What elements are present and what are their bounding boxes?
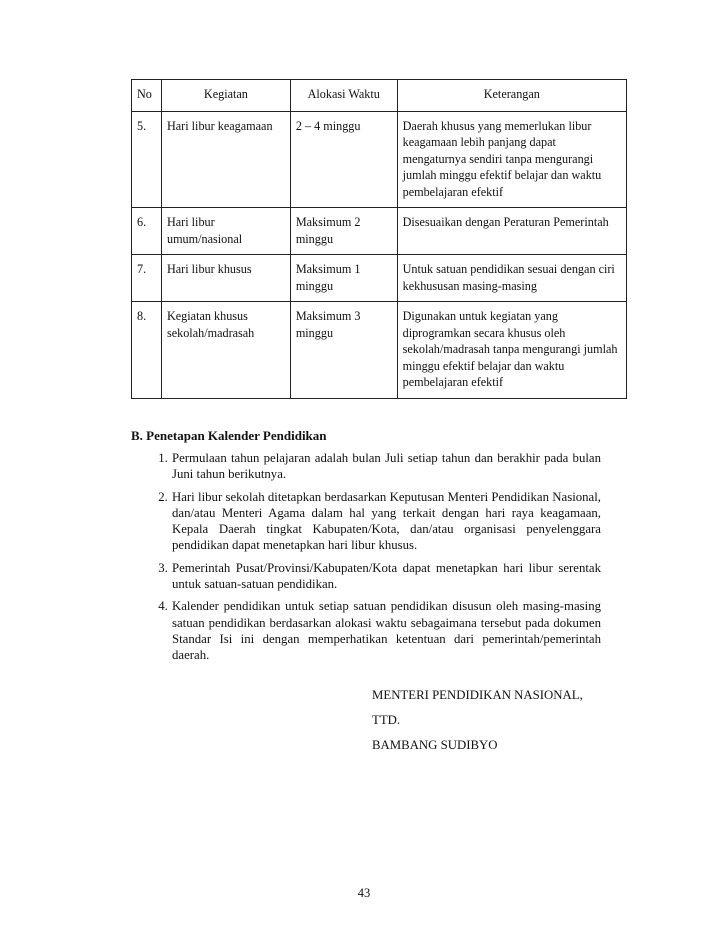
list-item: 1. Permulaan tahun pelajaran adalah bulan Juli setiap tahun dan berakhir pada bulan Juni tahun berikutnya.	[171, 450, 601, 483]
header-kegiatan: Kegiatan	[161, 80, 290, 112]
cell-keterangan: Untuk satuan pendidikan sesuai dengan ciri kekhususan masing-masing	[397, 255, 626, 302]
cell-kegiatan: Hari libur khusus	[161, 255, 290, 302]
holiday-allocation-table	[131, 79, 627, 399]
table-row	[132, 208, 627, 255]
header-alokasi-waktu: Alokasi Waktu	[290, 80, 397, 112]
list-item: 2. Hari libur sekolah ditetapkan berdasarkan Keputusan Menteri Pendidikan Nasional, dan/atau Menteri Agama dalam hal yang terkait dengan hari raya keagamaan, Kepala Daerah tingkat Kabupaten/Kota, dan/atau organisasi penyelenggara pendidikan dapat menetapkan hari libur khusus.	[171, 489, 601, 554]
section-heading: B. Penetapan Kalender Pendidikan	[131, 428, 327, 443]
cell-kegiatan: Kegiatan khusus sekolah/madrasah	[161, 302, 290, 399]
cell-kegiatan: Hari libur umum/nasional	[161, 208, 290, 255]
table-header-row	[132, 80, 627, 112]
cell-keterangan: Disesuaikan dengan Peraturan Pemerintah	[397, 208, 626, 255]
table-row	[132, 111, 627, 208]
header-keterangan: Keterangan	[397, 80, 626, 112]
section-list	[131, 450, 601, 664]
signature-name: BAMBANG SUDIBYO	[372, 738, 498, 752]
cell-no: 8.	[132, 302, 162, 399]
cell-alokasi: 2 – 4 minggu	[290, 111, 397, 208]
cell-no: 7.	[132, 255, 162, 302]
cell-keterangan: Daerah khusus yang memerlukan libur keagamaan lebih panjang dapat mengaturnya sendiri tanpa mengurangi jumlah minggu efektif belajar dan waktu pembelajaran efektif	[397, 111, 626, 208]
cell-alokasi: Maksimum 1 minggu	[290, 255, 397, 302]
cell-no: 5.	[132, 111, 162, 208]
table-row	[132, 255, 627, 302]
calendar-section	[131, 428, 601, 670]
list-item: 3. Pemerintah Pusat/Provinsi/Kabupaten/Kota dapat menetapkan hari libur serentak untuk satuan-satuan pendidikan.	[171, 560, 601, 593]
signature-ttd: TTD.	[372, 713, 401, 727]
header-no: No	[132, 80, 162, 112]
list-item: 4. Kalender pendidikan untuk setiap satuan pendidikan disusun oleh masing-masing satuan pendidikan berdasarkan alokasi waktu sebagaimana tersebut pada dokumen Standar Isi ini dengan memperhatikan ketentuan dari pemerintah/pemerintah daerah.	[171, 598, 601, 663]
cell-alokasi: Maksimum 3 minggu	[290, 302, 397, 399]
cell-keterangan: Digunakan untuk kegiatan yang diprogramkan secara khusus oleh sekolah/madrasah tanpa mengurangi jumlah minggu efektif belajar dan waktu pembelajaran efektif	[397, 302, 626, 399]
page-number: 43	[357, 886, 371, 900]
cell-no: 6.	[132, 208, 162, 255]
cell-alokasi: Maksimum 2 minggu	[290, 208, 397, 255]
table-row	[132, 302, 627, 399]
signature-title: MENTERI PENDIDIKAN NASIONAL,	[372, 688, 583, 702]
cell-kegiatan: Hari libur keagamaan	[161, 111, 290, 208]
signature-block	[372, 683, 583, 758]
